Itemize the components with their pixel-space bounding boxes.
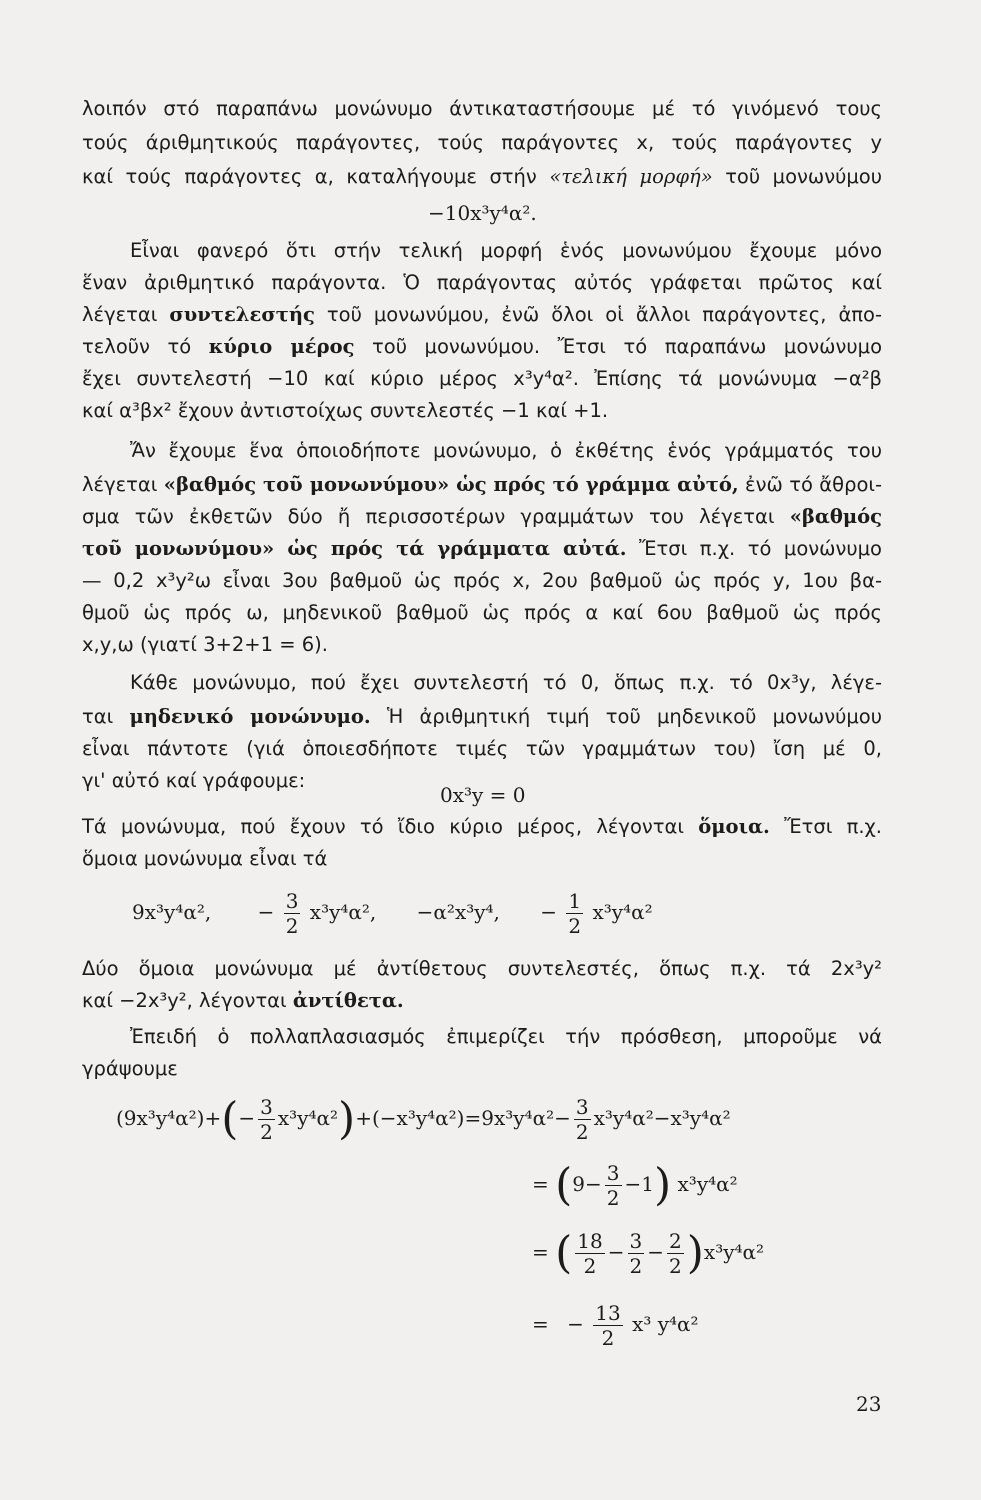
text-line: — 0,2 x³y²ω εἶναι 3ου βαθμοῦ ὡς πρός x, 2ου βαθμοῦ ὡς πρός y, 1ου βα- [82, 569, 882, 592]
right-paren: ) [686, 1227, 704, 1279]
text-span: τοῦ μονωνύμου, ἐνῶ ὅλοι οἱ ἄλλοι παράγοντες, ἀπο- [326, 303, 883, 326]
text-line: Κάθε μονώνυμο, πού ἔχει συντελεστή τό 0, ὅπως π.χ. τό 0x³y, λέγε- [130, 671, 882, 694]
minus-sign: − [238, 1106, 256, 1130]
fraction [574, 1095, 591, 1144]
expression: −1 [624, 1172, 654, 1196]
bold-term: τοῦ μονωνύμου» ὡς πρός τά γράμματα αὐτά. [82, 537, 627, 560]
monomial: x³y⁴α², [309, 900, 377, 924]
text-span: Ἔτσι π.χ. τό μονώνυμο [639, 537, 882, 560]
text-span: σμα τῶν ἐκθετῶν δύο ἤ περισσοτέρων γραμμάτων του λέγεται [82, 505, 775, 528]
text-line: τούς άριθμητικούς παράγοντες, τούς παράγοντες x, τούς παράγοντες y [82, 131, 882, 154]
text-span: τοῦ μονωνύμου. Ἔτσι τό παραπάνω μονώνυμο [372, 335, 882, 358]
text-line: Δύο ὅμοια μονώνυμα μέ ἀντίθετους συντελεστές, ὅπως π.χ. τά 2x³y² [82, 957, 882, 980]
text-line [82, 536, 882, 562]
text-line [82, 988, 882, 1014]
fraction [593, 1301, 622, 1350]
formula-line: −10x³y⁴α². [428, 201, 537, 225]
minus-sign: − [647, 1240, 665, 1264]
minus-sign: − [257, 900, 275, 924]
equals-sign: = [532, 1172, 549, 1196]
bold-term: συντελεστής [169, 303, 315, 326]
expression: x³y⁴α² [703, 1240, 765, 1264]
text-line [82, 472, 882, 498]
denominator: 2 [260, 1120, 273, 1144]
numerator: 1 [568, 889, 582, 913]
italic-term: «τελική μορφή» [549, 165, 713, 188]
text-span: ται [82, 705, 114, 728]
text-line [82, 704, 882, 730]
text-line: λοιπόν στό παραπάνω μονώνυμο άντικαταστήσουμε μέ τό γινόμενό τους [82, 97, 882, 120]
text-span: τοῦ μονωνύμου [725, 165, 883, 188]
expression: +(−x³y⁴α²)=9x³y⁴α²− [355, 1106, 571, 1130]
text-line: εἶναι πάντοτε (γιά ὁποιεσδήποτε τιμές τῶν γραμμάτων του) ἴση μέ 0, [82, 737, 882, 760]
text-span: τελοῦν τό [82, 335, 192, 358]
text-line: θμοῦ ὡς πρός ω, μηδενικοῦ βαθμοῦ ὡς πρός α καί 6ου βαθμοῦ ὡς πρός [82, 601, 882, 624]
numerator: 2 [669, 1229, 682, 1253]
text-line [82, 302, 882, 328]
minus-sign: − [567, 1312, 584, 1336]
fraction [258, 1095, 275, 1144]
denominator: 2 [606, 1186, 620, 1210]
text-line [82, 164, 882, 190]
right-paren: ) [654, 1159, 672, 1211]
equals-sign: = [532, 1312, 549, 1336]
text-line: καί α³βx² ἔχουν ἀντιστοίχως συντελεστές −1 καί +1. [82, 399, 609, 422]
text-line: γράψουμε [82, 1057, 178, 1080]
fraction [628, 1229, 645, 1278]
fraction [575, 1229, 604, 1278]
numerator: 3 [629, 1229, 643, 1253]
bold-term: μηδενικό μονώνυμο. [129, 705, 371, 728]
numerator: 3 [575, 1095, 589, 1119]
monomial: 9x³y⁴α², [132, 900, 212, 924]
minus-sign: − [607, 1240, 625, 1264]
left-paren: ( [555, 1227, 573, 1279]
minus-sign: − [540, 900, 558, 924]
bold-term: «βαθμός τοῦ μονωνύμου» ὡς πρός τό γράμμα αὐτό, [163, 473, 739, 496]
computation-row-3 [532, 1226, 764, 1278]
denominator: 2 [568, 914, 582, 938]
expression: (9x³y⁴α²)+ [116, 1106, 222, 1130]
bold-term: κύριο μέρος [208, 335, 355, 358]
text-span: ἐνῶ τό ἄθροι- [745, 473, 883, 496]
text-line: x,y,ω (γιατί 3+2+1 = 6). [82, 633, 328, 656]
bold-term: ἀντίθετα. [292, 989, 404, 1012]
text-line [82, 504, 882, 530]
text-line: ὅμοια μονώνυμα εἶναι τά [82, 847, 328, 870]
monomial: −α²x³y⁴, [416, 900, 500, 924]
expression: x³y⁴α² [677, 1172, 738, 1196]
text-line: ἔχει συντελεστή −10 καί κύριο μέρος x³y⁴α². Ἐπίσης τά μονώνυμα −α²β [82, 367, 882, 390]
monomial: x³y⁴α² [592, 900, 653, 924]
expression: x³y⁴α² [277, 1106, 339, 1130]
fraction [284, 889, 301, 938]
text-span: Ἔτσι π.χ. [784, 815, 882, 838]
expression: x³ y⁴α² [632, 1312, 699, 1336]
numerator: 3 [285, 889, 299, 913]
text-span: καί −2x³y², λέγονται [82, 989, 287, 1012]
text-line: Ἐπειδή ὁ πολλαπλασιασμός ἐπιμερίζει τήν πρόσθεση, μποροῦμε νά [130, 1025, 882, 1048]
text-span: Ἡ ἀριθμητική τιμή τοῦ μηδενικοῦ μονωνύμου [386, 705, 882, 728]
page-number: 23 [856, 1392, 882, 1416]
text-span: λέγεται [82, 303, 158, 326]
fraction [566, 889, 583, 938]
text-line [82, 814, 882, 840]
computation-row-4 [532, 1298, 699, 1350]
right-paren: ) [338, 1093, 356, 1145]
computation-row-2 [532, 1158, 738, 1210]
text-span: Τά μονώνυμα, πού ἔχουν τό ἴδιο κύριο μέρος, λέγονται [82, 815, 684, 838]
left-paren: ( [555, 1159, 573, 1211]
fraction [667, 1229, 684, 1278]
text-span: λέγεται [82, 473, 158, 496]
text-line: Εἶναι φανερό ὅτι στήν τελική μορφή ἑνός μονωνύμου ἔχουμε μόνο [130, 239, 882, 262]
denominator: 2 [583, 1254, 597, 1278]
numerator: 3 [260, 1095, 273, 1119]
numerator: 13 [595, 1301, 621, 1325]
denominator: 2 [669, 1254, 682, 1278]
numerator: 3 [606, 1161, 620, 1185]
left-paren: ( [221, 1093, 239, 1145]
denominator: 2 [601, 1326, 615, 1350]
expression: 9− [572, 1172, 602, 1196]
text-line [82, 334, 882, 360]
text-span: καί τούς παράγοντες α, καταλήγουμε στήν [82, 165, 537, 188]
expression: x³y⁴α²−x³y⁴α² [593, 1106, 731, 1130]
denominator: 2 [629, 1254, 643, 1278]
numerator: 18 [577, 1229, 603, 1253]
text-line: ἕναν ἀριθμητικό παράγοντα. Ὁ παράγοντας αὐτός γράφεται πρῶτος καί [82, 271, 882, 294]
formula-line: 0x³y = 0 [440, 783, 526, 807]
fraction [605, 1161, 622, 1210]
bold-term: ὅμοια. [698, 815, 770, 838]
equals-sign: = [532, 1240, 549, 1264]
computation-row-1 [116, 1092, 731, 1144]
similar-monomials-examples [132, 886, 653, 938]
denominator: 2 [285, 914, 299, 938]
text-line: γι' αὐτό καί γράφουμε: [82, 769, 306, 792]
bold-term: «βαθμός [789, 505, 882, 528]
text-line: Ἄν ἔχουμε ἕνα ὁποιοδήποτε μονώνυμο, ὁ ἐκθέτης ἑνός γράμματός του [130, 439, 882, 462]
denominator: 2 [575, 1120, 589, 1144]
